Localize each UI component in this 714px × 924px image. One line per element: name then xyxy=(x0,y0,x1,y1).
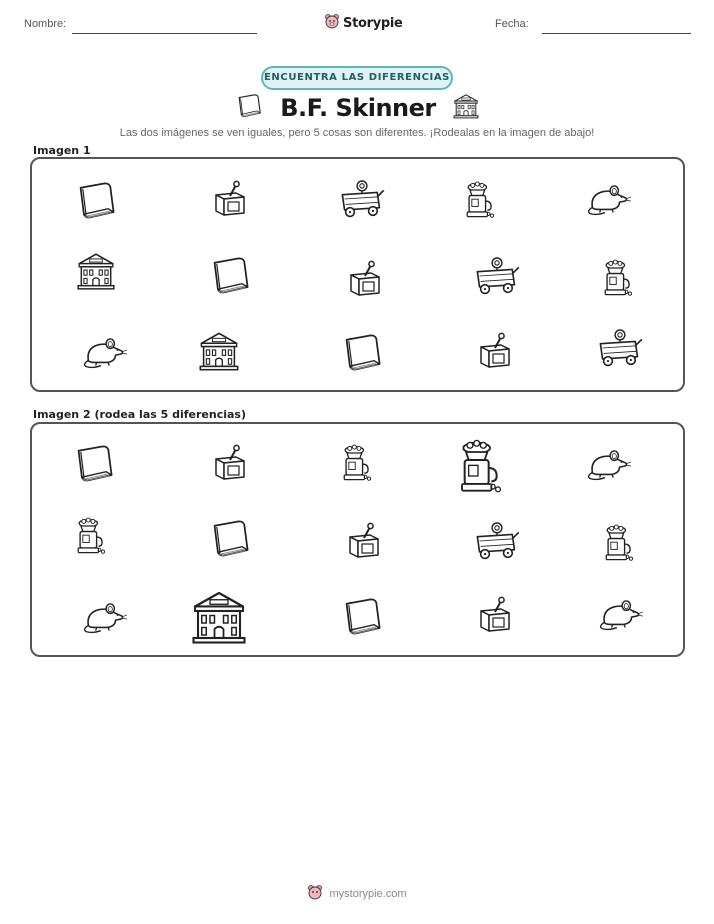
page-title: B.F. Skinner xyxy=(280,94,436,122)
mouse-icon xyxy=(584,175,632,223)
book-icon xyxy=(74,179,118,223)
storypie-mascot-icon xyxy=(324,13,340,33)
book-icon xyxy=(208,254,252,298)
panel-1-label: Imagen 1 xyxy=(33,144,91,157)
brand-name: Storypie xyxy=(343,15,403,31)
wagon-icon xyxy=(473,252,521,300)
date-line[interactable] xyxy=(542,33,691,34)
footer-site[interactable]: mystorypie.com xyxy=(329,888,407,900)
name-line[interactable] xyxy=(72,33,257,34)
building-icon xyxy=(197,329,241,373)
book-icon[interactable] xyxy=(72,442,116,486)
book-icon[interactable] xyxy=(340,595,384,639)
grinder-icon[interactable] xyxy=(70,515,114,559)
lever-box-icon[interactable] xyxy=(210,443,250,483)
activity-badge: ENCUENTRA LAS DIFERENCIAS xyxy=(261,66,453,90)
image-2-panel[interactable] xyxy=(30,422,685,657)
building-icon[interactable] xyxy=(189,587,249,647)
mouse-icon[interactable] xyxy=(596,590,644,638)
lever-box-icon xyxy=(210,179,250,219)
wagon-icon xyxy=(338,175,386,223)
mouse-icon xyxy=(80,328,128,376)
panel-2-label: Imagen 2 (rodea las 5 diferencias) xyxy=(33,408,247,421)
building-icon xyxy=(452,92,480,124)
book-icon xyxy=(340,331,384,375)
mouse-icon[interactable] xyxy=(80,593,128,641)
storypie-mascot-icon xyxy=(307,884,323,904)
image-1-panel xyxy=(30,157,685,392)
instructions: Las dos imágenes se ven iguales, pero 5 cosas son diferentes. ¡Rodealas en la imagen de abajo! xyxy=(119,127,595,139)
book-icon xyxy=(234,92,264,124)
name-label: Nombre: xyxy=(24,18,67,30)
book-icon[interactable] xyxy=(208,517,252,561)
lever-box-icon[interactable] xyxy=(344,521,384,561)
wagon-icon[interactable] xyxy=(473,517,521,565)
grinder-icon xyxy=(597,257,641,301)
grinder-icon[interactable] xyxy=(598,522,642,566)
building-icon xyxy=(75,250,117,292)
lever-box-icon[interactable] xyxy=(475,595,515,635)
title-row xyxy=(0,92,714,124)
mouse-icon[interactable] xyxy=(584,440,632,488)
footer xyxy=(0,884,714,904)
grinder-icon[interactable] xyxy=(450,436,514,500)
lever-box-icon xyxy=(475,331,515,371)
lever-box-icon xyxy=(345,259,385,299)
grinder-icon xyxy=(459,179,503,223)
date-label: Fecha: xyxy=(495,18,529,30)
brand-logo xyxy=(324,13,403,33)
wagon-icon xyxy=(596,324,644,372)
grinder-icon[interactable] xyxy=(336,442,380,486)
